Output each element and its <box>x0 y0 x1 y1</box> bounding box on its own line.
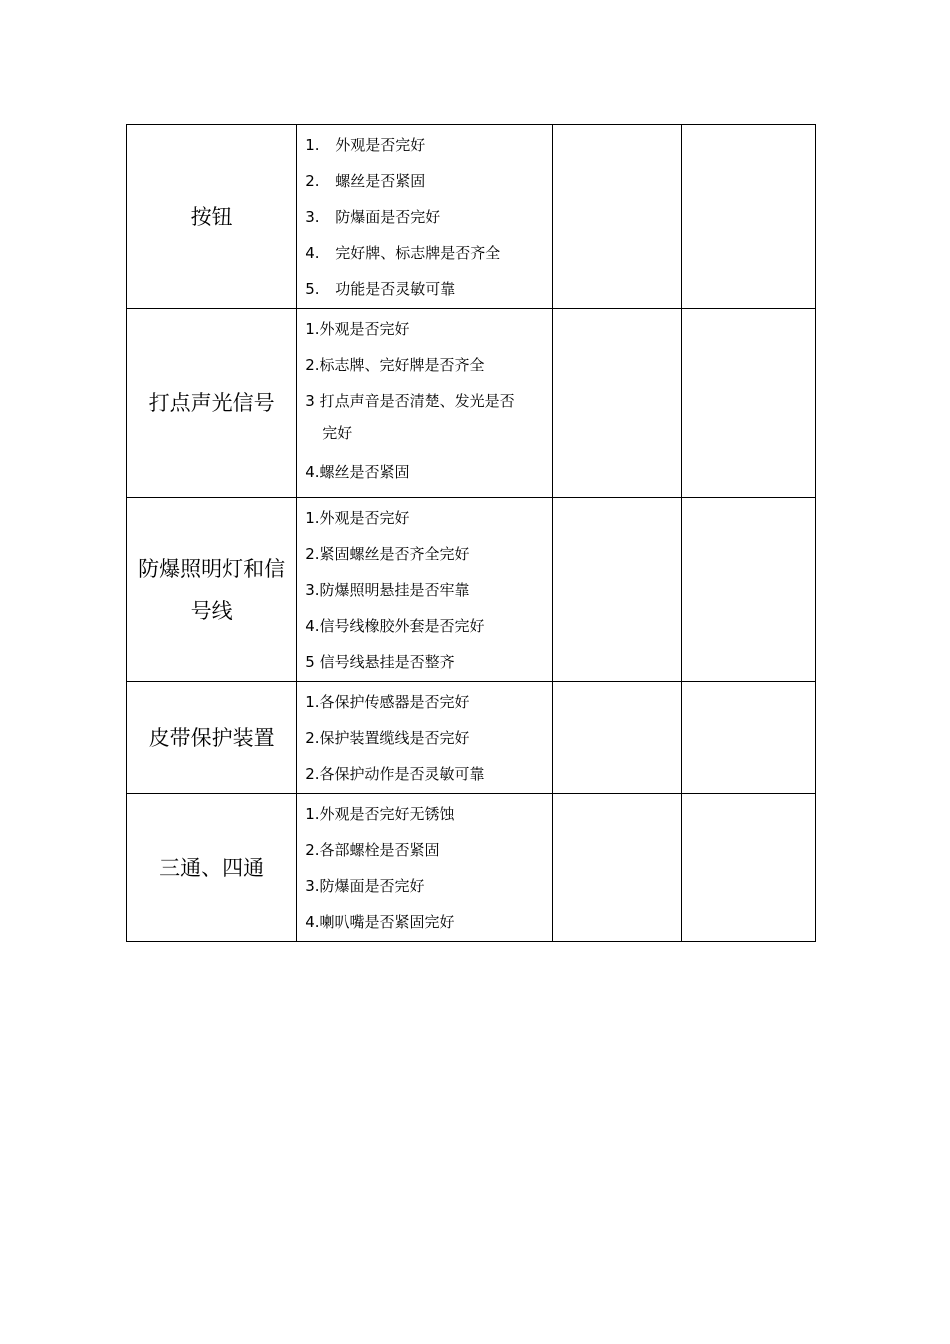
list-item <box>305 347 543 383</box>
check-items-cell <box>297 682 552 794</box>
list-item <box>305 684 543 720</box>
list-item-continuation: 完好 <box>322 424 353 442</box>
item-number: 4. <box>305 463 320 481</box>
item-number: 2. <box>305 841 320 859</box>
item-text: 外观是否完好 <box>319 320 410 338</box>
item-text: 标志牌、完好牌是否齐全 <box>319 356 485 374</box>
item-text: 喇叭嘴是否紧固完好 <box>319 913 455 931</box>
equipment-name-cell <box>127 125 297 309</box>
list-item <box>305 235 543 271</box>
item-number: 4. <box>305 617 320 635</box>
item-text: 各保护传感器是否完好 <box>319 693 470 711</box>
blank-cell <box>552 309 681 498</box>
item-number: 4. <box>305 244 320 262</box>
list-item <box>305 163 543 199</box>
item-number: 3. <box>305 581 320 599</box>
check-items-cell <box>297 498 552 682</box>
blank-cell <box>552 125 681 309</box>
list-item <box>305 536 543 572</box>
item-text: 完好牌、标志牌是否齐全 <box>335 244 501 262</box>
list-item <box>305 271 543 307</box>
blank-cell <box>681 125 815 309</box>
equipment-name-cell <box>127 682 297 794</box>
inspection-table <box>126 124 816 942</box>
list-item <box>305 608 543 644</box>
equipment-name: 三通、四通 <box>159 855 265 880</box>
blank-cell <box>681 498 815 682</box>
item-number: 1. <box>305 509 320 527</box>
equipment-name: 按钮 <box>190 204 233 229</box>
list-item <box>305 127 543 163</box>
list-item <box>305 904 543 940</box>
list-item <box>305 756 543 792</box>
equipment-name-cell <box>127 309 297 498</box>
equipment-name: 防爆照明灯和信号线 <box>138 556 286 623</box>
list-item <box>305 832 543 868</box>
check-items-cell <box>297 309 552 498</box>
item-text: 打点声音是否清楚、发光是否 <box>319 392 515 410</box>
item-number: 4. <box>305 913 320 931</box>
item-text: 各保护动作是否灵敏可靠 <box>319 765 485 783</box>
item-text: 各部螺栓是否紧固 <box>319 841 440 859</box>
blank-cell <box>681 309 815 498</box>
table-row <box>127 682 816 794</box>
equipment-name-cell <box>127 498 297 682</box>
item-text: 功能是否灵敏可靠 <box>335 280 456 298</box>
item-text: 紧固螺丝是否齐全完好 <box>319 545 470 563</box>
list-item <box>305 199 543 235</box>
item-number: 3. <box>305 208 320 226</box>
table-row <box>127 125 816 309</box>
item-number: 5. <box>305 280 320 298</box>
item-number: 1. <box>305 136 320 154</box>
item-text: 保护装置缆线是否完好 <box>319 729 470 747</box>
blank-cell <box>552 498 681 682</box>
blank-cell <box>552 682 681 794</box>
item-text: 防爆面是否完好 <box>319 877 425 895</box>
check-items-cell <box>297 794 552 942</box>
table-row <box>127 794 816 942</box>
item-number: 3. <box>305 877 320 895</box>
item-text: 外观是否完好 <box>335 136 426 154</box>
item-number: 1. <box>305 693 320 711</box>
table-row <box>127 498 816 682</box>
table-row <box>127 309 816 498</box>
item-text: 螺丝是否紧固 <box>319 463 410 481</box>
item-number: 1. <box>305 320 320 338</box>
equipment-name: 打点声光信号 <box>148 391 275 415</box>
item-text: 外观是否完好无锈蚀 <box>319 805 455 823</box>
list-item <box>305 720 543 756</box>
equipment-name-cell <box>127 794 297 942</box>
list-item <box>305 796 543 832</box>
equipment-name: 皮带保护装置 <box>148 725 275 750</box>
list-item <box>305 644 543 680</box>
item-number: 1. <box>305 805 320 823</box>
blank-cell <box>552 794 681 942</box>
blank-cell <box>681 682 815 794</box>
check-items-cell <box>297 125 552 309</box>
blank-cell <box>681 794 815 942</box>
item-text: 螺丝是否紧固 <box>335 172 426 190</box>
item-number: 2. <box>305 545 320 563</box>
list-item <box>305 500 543 536</box>
item-number: 3 <box>305 392 315 410</box>
list-item <box>305 868 543 904</box>
item-text: 防爆照明悬挂是否牢靠 <box>319 581 470 599</box>
item-text: 信号线橡胶外套是否完好 <box>319 617 485 635</box>
item-text: 信号线悬挂是否整齐 <box>319 653 455 671</box>
list-item <box>305 572 543 608</box>
item-text: 防爆面是否完好 <box>335 208 441 226</box>
item-number: 2. <box>305 356 320 374</box>
list-item <box>305 311 543 347</box>
list-item <box>305 454 543 490</box>
item-number: 2. <box>305 729 320 747</box>
item-number: 2. <box>305 172 320 190</box>
item-number: 5 <box>305 653 315 671</box>
item-text: 外观是否完好 <box>319 509 410 527</box>
item-number: 2. <box>305 765 320 783</box>
